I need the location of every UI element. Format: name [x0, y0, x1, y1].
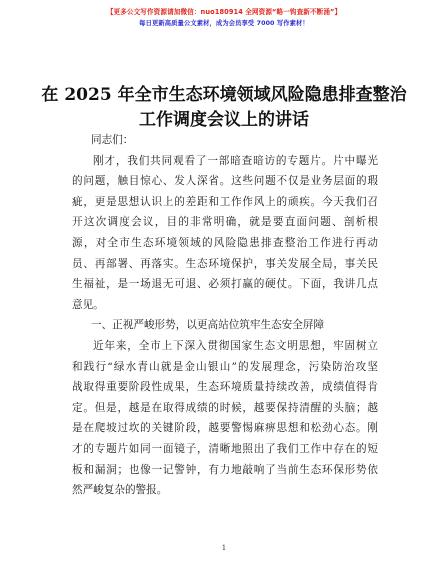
paragraph-line: 板和漏洞；也像一记警钟，有力地敲响了当前生态环保形势依 [72, 463, 378, 476]
paragraph-line: 近年来，全市上下深入贯彻国家生态文明思想，牢固树立 [93, 339, 378, 352]
page-number: 1 [221, 544, 227, 552]
paragraph-line: 员、再部署、再落实。生态环境保护，事关发展全局，事关民 [72, 257, 378, 270]
section-heading: 一、正视严峻形势，以更高站位筑牢生态安全屏障 [91, 319, 325, 332]
paragraph-line: 生福祉，是一场退无可退、必须打赢的硬仗。下面，我讲几点 [72, 278, 378, 291]
promo-banner-line-2: 每日更新高质量公文素材，成为会员享受 7000 写作素材！ [139, 20, 309, 27]
paragraph-line: 战取得重要阶段性成果，生态环境质量持续改善，成绩值得肯 [72, 381, 378, 394]
paragraph-line: 意见。 [72, 298, 104, 311]
promo-banner-line-1: 【更多公文写作资源请加微信：nuo180914 全网资源“略一钩查新不断涌”】 [106, 8, 342, 16]
paragraph-line: 然严峻复杂的警报。 [72, 484, 168, 497]
paragraph-line: 源，对全市生态环境领域的风险隐患排查整治工作进行再动 [72, 236, 378, 249]
document-title [40, 83, 408, 133]
document-body [72, 130, 378, 501]
paragraph-2 [72, 336, 378, 501]
paragraph-line: 定。但是，越是在取得成绩的时候，越要保持清醒的头脑；越 [72, 401, 378, 414]
document-title-line-1: 在 2025 年全市生态环境领域风险隐患排查整治 [41, 85, 407, 105]
document-title-line-2: 工作调度会议上的讲话 [139, 110, 309, 130]
paragraph-line: 和践行“绿水青山就是金山银山”的发展理念，污染防治攻坚 [72, 360, 378, 373]
paragraph-line: 的问题，触目惊心、发人深省。这些问题不仅是业务层面的瑕 [72, 175, 378, 188]
promo-banner [24, 6, 424, 30]
paragraph-line: 刚才，我们共同观看了一部暗查暗访的专题片。片中曝光 [93, 154, 378, 167]
paragraph-line: 才的专题片如同一面镜子，清晰地照出了我们工作中存在的短 [72, 442, 378, 455]
paragraph-line: 疵，更是思想认识上的差距和工作作风上的顽疾。今天我们召 [72, 195, 378, 208]
paragraph-line: 是在爬坡过坎的关键阶段，越要警惕麻痹思想和松劲心态。刚 [72, 422, 378, 435]
paragraph-line: 开这次调度会议，目的非常明确，就是要直面问题、剖析根 [72, 216, 378, 229]
greeting: 同志们： [91, 134, 134, 146]
paragraph-1 [72, 151, 378, 316]
